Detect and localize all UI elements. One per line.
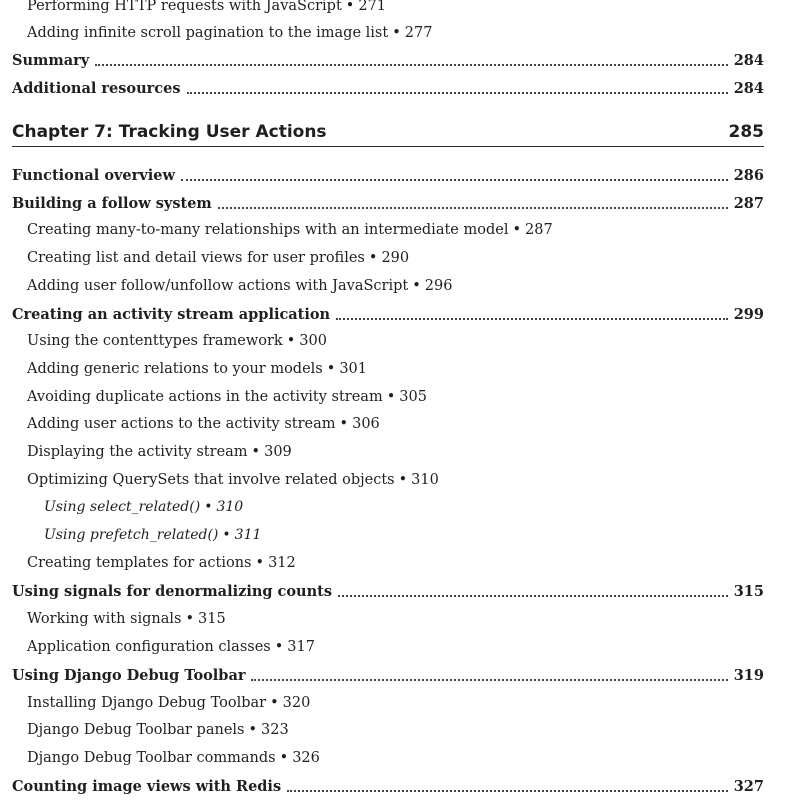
entry-title: Adding generic relations to your models — [27, 361, 323, 377]
separator: • — [368, 250, 378, 266]
entry-page: 312 — [268, 555, 296, 571]
dot-leader — [187, 92, 728, 94]
separator: • — [251, 444, 261, 460]
dot-leader — [181, 179, 728, 181]
separator: • — [270, 695, 279, 711]
section-page: 284 — [733, 79, 764, 97]
entry-title: Application configuration classes — [27, 639, 271, 655]
section-title: Additional resources — [12, 79, 181, 97]
dot-leader — [251, 679, 727, 681]
dot-leader — [338, 595, 728, 597]
entry-page: 320 — [282, 695, 311, 711]
entry-page: 287 — [525, 222, 553, 238]
toc-entry — [12, 328, 779, 354]
entry-page: 310 — [216, 499, 244, 515]
entry-page: 323 — [261, 722, 289, 738]
toc-entry — [12, 439, 779, 465]
toc-entry — [12, 745, 779, 771]
dot-leader — [95, 64, 728, 66]
entry-title: Optimizing QuerySets that involve related objects — [27, 472, 395, 488]
toc-entry — [12, 717, 779, 743]
entry-page: 301 — [339, 361, 367, 377]
section-title: Using signals for denormalizing counts — [12, 582, 332, 600]
entry-title: Creating templates for actions — [27, 555, 252, 571]
entry-title: Creating list and detail views for user profiles — [27, 250, 365, 266]
toc-entry — [12, 356, 779, 382]
toc-section-additional-resources — [12, 75, 764, 101]
toc-section-follow-system — [12, 190, 764, 216]
entry-page: 271 — [358, 0, 387, 14]
section-page: 284 — [733, 51, 764, 69]
toc-section-activity-stream — [12, 301, 764, 327]
entry-page: 317 — [287, 639, 315, 655]
separator: • — [345, 0, 355, 14]
section-title: Functional overview — [12, 166, 175, 184]
entry-title: Using select_related() — [44, 499, 201, 515]
section-title: Summary — [12, 51, 90, 69]
entry-title: Performing HTTP requests with JavaScript — [27, 0, 342, 14]
separator: • — [255, 555, 265, 571]
section-page: 299 — [733, 305, 764, 323]
separator: • — [326, 361, 336, 377]
entry-title: Adding infinite scroll pagination to the image list — [27, 25, 389, 41]
entry-title: Using prefetch_related() — [44, 527, 219, 543]
entry-title: Using the contenttypes framework — [27, 333, 283, 349]
toc-section-functional-overview — [12, 162, 764, 188]
separator: • — [339, 416, 349, 432]
toc-entry — [12, 245, 779, 271]
entry-title: Displaying the activity stream — [27, 444, 248, 460]
table-of-contents — [12, 0, 764, 800]
toc-entry — [12, 20, 779, 46]
toc-section-debug-toolbar — [12, 662, 764, 688]
separator: • — [398, 472, 408, 488]
toc-entry — [12, 690, 779, 716]
separator: • — [512, 222, 522, 238]
separator: • — [222, 527, 231, 543]
separator: • — [185, 611, 195, 627]
section-page: 327 — [733, 777, 764, 795]
section-page: 315 — [733, 582, 764, 600]
toc-entry — [12, 606, 779, 632]
entry-page: 290 — [381, 250, 410, 266]
entry-page: 277 — [404, 25, 433, 41]
entry-page: 306 — [352, 416, 380, 432]
entry-title: Avoiding duplicate actions in the activity stream — [27, 389, 383, 405]
entry-title: Creating many-to-many relationships with an intermediate model — [27, 222, 509, 238]
entry-page: 326 — [292, 750, 320, 766]
entry-page: 296 — [424, 278, 453, 294]
separator: • — [279, 750, 289, 766]
section-title: Using Django Debug Toolbar — [12, 666, 246, 684]
section-title: Building a follow system — [12, 194, 212, 212]
toc-section-signals — [12, 578, 764, 604]
entry-title: Django Debug Toolbar commands — [27, 750, 276, 766]
toc-subentry — [12, 494, 796, 520]
dot-leader — [218, 207, 728, 209]
toc-entry — [12, 550, 779, 576]
section-page: 287 — [733, 194, 764, 212]
separator: • — [392, 25, 401, 41]
entry-title: Django Debug Toolbar panels — [27, 722, 245, 738]
entry-title: Installing Django Debug Toolbar — [27, 695, 267, 711]
section-title: Counting image views with Redis — [12, 777, 282, 795]
separator: • — [274, 639, 284, 655]
toc-entry — [12, 217, 779, 243]
toc-entry — [12, 0, 779, 19]
separator: • — [248, 722, 258, 738]
toc-entry — [12, 467, 779, 493]
toc-entry — [12, 273, 779, 299]
dot-leader — [287, 790, 728, 792]
section-page: 319 — [733, 666, 764, 684]
section-page: 286 — [733, 166, 764, 184]
chapter-heading — [12, 122, 764, 147]
toc-entry — [12, 384, 779, 410]
toc-entry — [12, 411, 779, 437]
entry-page: 310 — [411, 472, 439, 488]
toc-subentry — [12, 522, 796, 548]
entry-title: Working with signals — [27, 611, 182, 627]
entry-page: 305 — [399, 389, 427, 405]
toc-section-redis — [12, 773, 764, 799]
toc-section-summary — [12, 47, 764, 73]
separator: • — [204, 499, 213, 515]
chapter-page: 285 — [728, 122, 764, 142]
separator: • — [412, 278, 421, 294]
entry-title: Adding user actions to the activity stream — [27, 416, 336, 432]
entry-page: 315 — [198, 611, 226, 627]
separator: • — [386, 389, 396, 405]
entry-title: Adding user follow/unfollow actions with JavaScript — [27, 278, 409, 294]
dot-leader — [336, 318, 728, 320]
entry-page: 311 — [234, 527, 262, 543]
section-title: Creating an activity stream application — [12, 305, 331, 323]
entry-page: 309 — [264, 444, 292, 460]
separator: • — [286, 333, 296, 349]
entry-page: 300 — [299, 333, 327, 349]
toc-entry — [12, 634, 779, 660]
chapter-title: Chapter 7: Tracking User Actions — [12, 122, 327, 142]
